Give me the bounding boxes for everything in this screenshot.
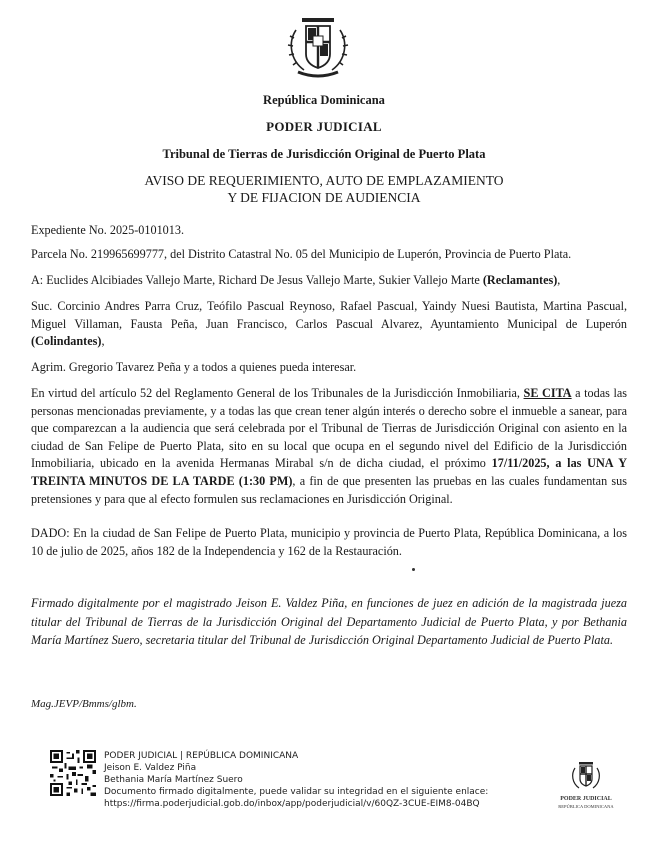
- initials-text: Mag.JEVP/Bmms/glbm.: [31, 698, 137, 710]
- footer-validation-note: Documento firmado digitalmente, puede validar su integridad en el siguiente enlace:: [104, 787, 489, 797]
- notice-title: [0, 172, 648, 206]
- notice-title-line-1: AVISO DE REQUERIMIENTO, AUTO DE EMPLAZAMIENTO: [144, 173, 504, 188]
- digital-signature-footer: [50, 750, 610, 825]
- footer-text: [104, 750, 488, 810]
- coat-of-arms-icon: [282, 12, 354, 82]
- poder-judicial-seal-icon: [568, 758, 604, 794]
- footer-signer-2: Bethania María Martínez Suero: [104, 775, 243, 785]
- seal-caption-line-2: REPÚBLICA DOMINICANA: [558, 804, 614, 809]
- se-cita-label: SE CITA: [523, 386, 572, 400]
- agrimensor-text: Agrim. Gregorio Tavarez Peña y a todos a quienes pueda interesar.: [31, 360, 357, 374]
- footer-line-1: PODER JUDICIAL | REPÚBLICA DOMINICANA: [104, 751, 299, 761]
- citation-intro: En virtud del artículo 52 del Reglamento General de los Tribunales de la Jurisdicción Inmobiliaria,: [31, 386, 524, 400]
- reclamantes-label: (Reclamantes): [482, 273, 558, 287]
- dado-paragraph: [31, 525, 627, 560]
- notice-title-line-2: Y DE FIJACION DE AUDIENCIA: [227, 190, 421, 205]
- parcela-line: [31, 246, 627, 264]
- colindantes-label: (Colindantes): [31, 334, 102, 349]
- branch-heading: PODER JUDICIAL: [266, 119, 382, 134]
- agrimensor-line: [31, 359, 627, 377]
- citation-paragraph: [31, 385, 627, 508]
- seal-caption: [556, 796, 616, 810]
- expediente-text: Expediente No. 2025-0101013.: [31, 223, 184, 237]
- initials-line: [31, 696, 627, 714]
- reclamantes-end: ,: [557, 273, 561, 287]
- colindantes-paragraph: [31, 298, 627, 351]
- reclamantes-paragraph: [31, 272, 627, 290]
- court-heading: Tribunal de Tierras de Jurisdicción Original de Puerto Plata: [162, 147, 486, 161]
- colindantes-end: ,: [101, 334, 105, 349]
- signature-statement: [31, 594, 627, 650]
- citation-body: a todas las personas mencionadas previamente, y a todas las que crean tener algún interés o derecho sobre el inmueble a sanear, para que comparezcan a la audiencia que será celebrada por el Tribunal de Tierras de Jurisdicción Original con asiento en la ciudad de San Felipe de Puerto Plata, sito en su local que ocupa en el segundo nivel del Edificio de la Jurisdicción Inmobiliaria, ubicado en la avenida Hermanas Mirabal s/n de dicha ciudad, el próximo: [31, 386, 627, 471]
- signature-statement-text: Firmado digitalmente por el magistrado Jeison E. Valdez Piña, en funciones de juez en adición de la magistrada jueza titular del Tribunal de Tierras de la Jurisdicción Original del Departamento Judicial de Puerto Plata, y por Bethania María Martínez Suero, secretaria titular del Tribunal de Jurisdicción Original Departamento Judicial de Puerto Plata.: [31, 596, 627, 648]
- parcela-text: Parcela No. 219965699777, del Distrito Catastral No. 05 del Municipio de Luperón, Provincia de Puerto Plata.: [31, 247, 572, 261]
- hearing-date: 17/11/2025, a las UNA Y TREINTA MINUTOS DE LA TARDE (1:30 PM): [31, 456, 628, 488]
- stray-dot: [412, 568, 415, 571]
- dado-text: DADO: En la ciudad de San Felipe de Puerto Plata, municipio y provincia de Puerto Plata, República Dominicana, a los 10 de julio de 2025, años 182 de la Independencia y 162 de la Restauración.: [31, 526, 627, 558]
- seal-caption-line-1: PODER JUDICIAL: [560, 796, 612, 802]
- footer-validation-link[interactable]: https://firma.poderjudicial.gob.do/inbox/app/poderjudicial/v/60QZ-3CUE-EIM8-04BQ: [104, 799, 480, 809]
- country-heading: República Dominicana: [263, 93, 385, 107]
- qr-code-icon[interactable]: [50, 750, 96, 796]
- colindantes-text: Suc. Corcinio Andres Parra Cruz, Teófilo Pascual Reynoso, Rafael Pascual, Yaindy Nuesi Bautista, Martina Pascual, Miguel Villaman, Fausta Peña, Juan Francisco, Carlos Pascual Alvarez, Ayuntamiento Municipal de Luperón: [31, 299, 627, 331]
- expediente-line: [31, 222, 627, 240]
- citation-end: , a fin de que presenten las pruebas en las cuales fundamentan sus pretensiones y para que al efecto formulen sus reclamaciones en Jurisdicción Original.: [31, 473, 627, 506]
- reclamantes-text: A: Euclides Alcibiades Vallejo Marte, Richard De Jesus Vallejo Marte, Sukier Vallejo Marte: [31, 273, 483, 287]
- footer-signer-1: Jeison E. Valdez Piña: [104, 763, 197, 773]
